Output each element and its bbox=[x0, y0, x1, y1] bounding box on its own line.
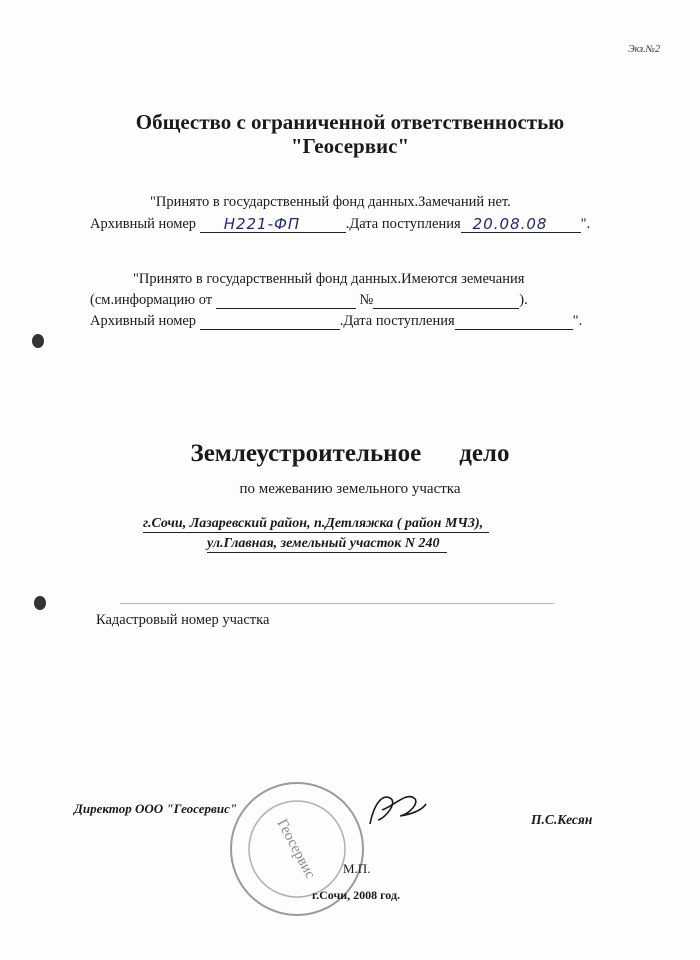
faint-divider bbox=[120, 603, 554, 604]
director-signature bbox=[360, 784, 430, 834]
quote-end: ". bbox=[580, 216, 591, 232]
title-word-1: Землеустроительное bbox=[190, 440, 422, 467]
punch-hole-top bbox=[32, 334, 44, 348]
info-number-field bbox=[373, 294, 519, 309]
info-from-label: (см.информацию от bbox=[90, 292, 213, 308]
document-subtitle: по межеванию земельного участка bbox=[239, 481, 461, 497]
title-word-2: дело bbox=[459, 440, 510, 467]
punch-hole-bottom bbox=[34, 596, 46, 610]
director-name: П.С.Кесян bbox=[531, 812, 593, 827]
info-end: ). bbox=[519, 292, 528, 308]
remarks-archive-row bbox=[90, 313, 582, 330]
address-line-1: г.Сочи, Лазаревский район, п.Детляжка ( район МЧЗ), bbox=[143, 516, 489, 533]
accepted-with-remarks-line: "Принято в государственный фонд данных.Имеются земечания bbox=[133, 271, 525, 287]
archive-number-handwritten: Н221-ФП bbox=[223, 215, 301, 233]
archive-number-field bbox=[200, 215, 346, 233]
info-date-field bbox=[216, 294, 356, 309]
receipt-date-field bbox=[461, 215, 581, 233]
director-label: Директор ООО "Геосервис" bbox=[74, 801, 238, 816]
city-and-year: г.Сочи, 2008 год. bbox=[312, 888, 401, 902]
info-number-label: № bbox=[359, 292, 374, 308]
cadastral-number-label: Кадастровый номер участка bbox=[96, 612, 270, 628]
address-line-2: ул.Главная, земельный участок N 240 bbox=[207, 536, 447, 553]
archive-number-label: Архивный номер bbox=[90, 216, 197, 232]
document-title bbox=[0, 440, 700, 468]
stamp-text: Геосервис bbox=[273, 816, 319, 882]
accepted-archive-row bbox=[90, 216, 590, 233]
copy-number: Экз.№2 bbox=[628, 44, 660, 55]
archive-number-label-2: Архивный номер bbox=[90, 313, 197, 329]
organization-name: "Геосервис" bbox=[290, 134, 410, 158]
receipt-date-label-2: .Дата поступления bbox=[339, 313, 455, 329]
receipt-date-label: .Дата поступления bbox=[345, 216, 461, 232]
seal-place-label: М.П. bbox=[343, 861, 371, 876]
receipt-date-field-2 bbox=[455, 315, 573, 330]
remarks-info-row bbox=[90, 292, 528, 309]
quote-end-2: ". bbox=[572, 313, 583, 329]
organization-line-1: Общество с ограниченной ответственностью bbox=[135, 110, 565, 134]
archive-number-field-2 bbox=[200, 315, 340, 330]
receipt-date-handwritten: 20.08.08 bbox=[472, 215, 548, 233]
accepted-no-remarks-line: "Принято в государственный фонд данных.Замечаний нет. bbox=[150, 194, 511, 210]
